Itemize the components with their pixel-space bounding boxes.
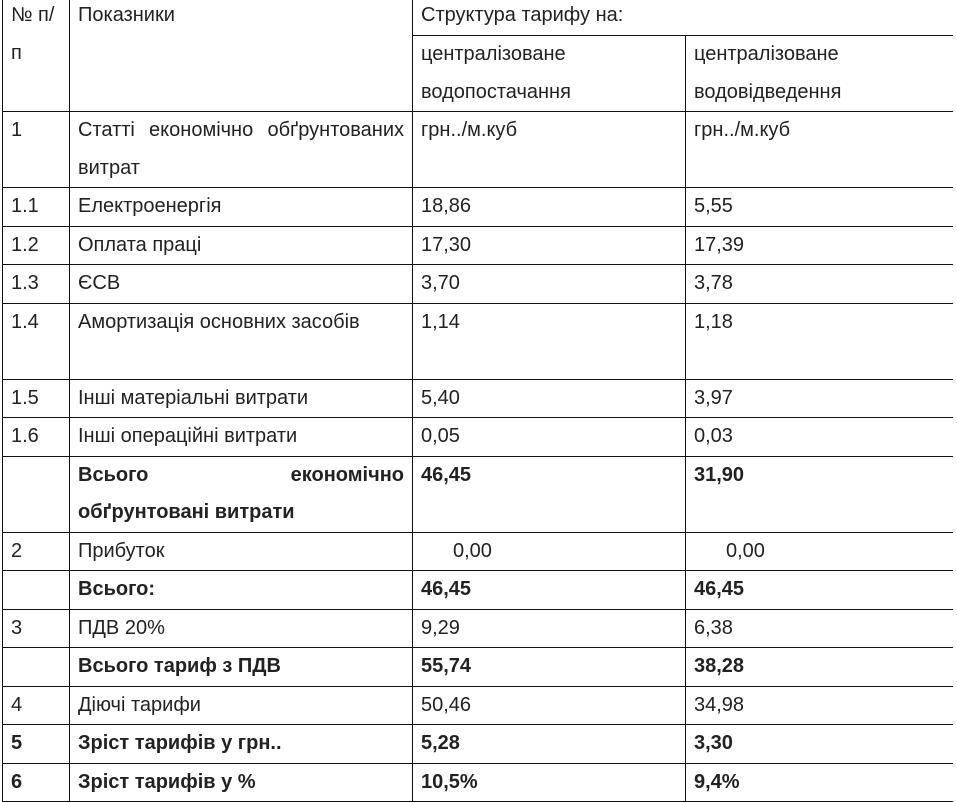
row-label: Зріст тарифів у %	[70, 763, 413, 802]
row-water-value: 46,45	[413, 456, 686, 532]
row-sewer-value: 3,78	[686, 265, 953, 304]
table-row	[3, 303, 953, 379]
table-row	[3, 418, 953, 457]
row-num: 1.2	[3, 226, 70, 265]
row-sewer-value: 5,55	[686, 188, 953, 227]
row-num: 4	[3, 686, 70, 725]
row-num: 1	[3, 112, 70, 188]
row-sewer-value: 38,28	[686, 648, 953, 687]
row-num: 2	[3, 532, 70, 571]
row-num: 6	[3, 763, 70, 802]
row-num: 1.1	[3, 188, 70, 227]
table-row	[3, 379, 953, 418]
row-sewer-value: 17,39	[686, 226, 953, 265]
header-sewerage: централізоване водовідведення	[686, 36, 953, 112]
row-label: ПДВ 20%	[70, 609, 413, 648]
row-num	[3, 571, 70, 610]
tariff-structure-table	[2, 0, 953, 802]
row-water-value: 17,30	[413, 226, 686, 265]
row-sewer-value: 1,18	[686, 303, 953, 379]
row-label: Інші матеріальні витрати	[70, 379, 413, 418]
row-num: 3	[3, 609, 70, 648]
header-num: № п/п	[3, 0, 70, 112]
row-sewer-value: 31,90	[686, 456, 953, 532]
row-sewer-value: 46,45	[686, 571, 953, 610]
table-row	[3, 226, 953, 265]
row-water-value: 0,05	[413, 418, 686, 457]
row-label: Статті економічно обґрунтованих витрат	[70, 112, 413, 188]
table-row	[3, 571, 953, 610]
row-label: Інші операційні витрати	[70, 418, 413, 457]
row-water-value: грн../м.куб	[413, 112, 686, 188]
row-sewer-value: 0,00	[686, 532, 953, 571]
row-water-value: 3,70	[413, 265, 686, 304]
header-indicator: Показники	[70, 0, 413, 112]
row-water-value: 5,28	[413, 725, 686, 764]
row-sewer-value: 3,97	[686, 379, 953, 418]
table-row	[3, 763, 953, 802]
table-row	[3, 265, 953, 304]
row-sewer-value: грн../м.куб	[686, 112, 953, 188]
row-water-value: 55,74	[413, 648, 686, 687]
row-num: 1.6	[3, 418, 70, 457]
table-row	[3, 532, 953, 571]
row-water-value: 1,14	[413, 303, 686, 379]
row-sewer-value: 34,98	[686, 686, 953, 725]
row-water-value: 5,40	[413, 379, 686, 418]
header-structure: Структура тарифу на:	[413, 0, 953, 36]
table-row	[3, 609, 953, 648]
header-water-supply: централізоване водопостачання	[413, 36, 686, 112]
table-row	[3, 648, 953, 687]
row-num: 1.4	[3, 303, 70, 379]
row-sewer-value: 6,38	[686, 609, 953, 648]
row-water-value: 46,45	[413, 571, 686, 610]
row-num: 1.5	[3, 379, 70, 418]
row-water-value: 0,00	[413, 532, 686, 571]
row-water-value: 18,86	[413, 188, 686, 227]
row-water-value: 10,5%	[413, 763, 686, 802]
row-label: Зріст тарифів у грн..	[70, 725, 413, 764]
row-label: Оплата праці	[70, 226, 413, 265]
table-row	[3, 112, 953, 188]
row-label: Всього економічно обґрунтовані витрати	[70, 456, 413, 532]
row-water-value: 9,29	[413, 609, 686, 648]
row-label: Амортизація основних засобів	[70, 303, 413, 379]
row-label: ЄСВ	[70, 265, 413, 304]
row-water-value: 50,46	[413, 686, 686, 725]
table-row	[3, 686, 953, 725]
row-num: 1.3	[3, 265, 70, 304]
row-sewer-value: 9,4%	[686, 763, 953, 802]
table-row	[3, 725, 953, 764]
row-num	[3, 648, 70, 687]
row-sewer-value: 3,30	[686, 725, 953, 764]
row-sewer-value: 0,03	[686, 418, 953, 457]
row-label: Всього тариф з ПДВ	[70, 648, 413, 687]
table-row	[3, 456, 953, 532]
row-label: Прибуток	[70, 532, 413, 571]
table-row	[3, 188, 953, 227]
row-num	[3, 456, 70, 532]
row-num: 5	[3, 725, 70, 764]
row-label: Електроенергія	[70, 188, 413, 227]
row-label: Діючі тарифи	[70, 686, 413, 725]
row-label: Всього:	[70, 571, 413, 610]
